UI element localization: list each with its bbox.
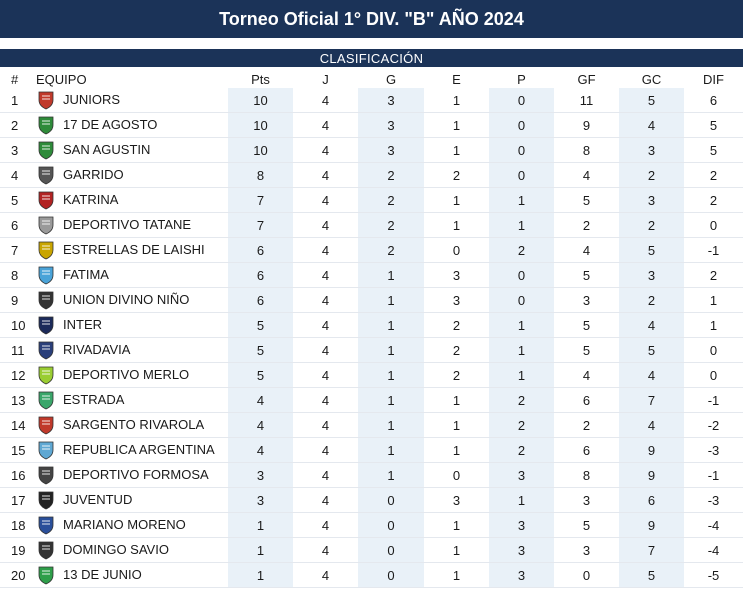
- lost-cell: 0: [489, 88, 554, 113]
- won-cell: 1: [358, 338, 424, 363]
- goals-for-cell: 5: [554, 263, 619, 288]
- won-cell: 3: [358, 113, 424, 138]
- team-wrap: [36, 490, 228, 510]
- table-row: [0, 463, 743, 488]
- fatima-crest-icon: [36, 265, 56, 285]
- team-cell: [36, 338, 228, 363]
- table-row: [0, 213, 743, 238]
- drawn-cell: 1: [424, 563, 489, 588]
- lost-cell: 1: [489, 188, 554, 213]
- won-cell: 0: [358, 513, 424, 538]
- goals-for-cell: 5: [554, 188, 619, 213]
- lost-cell: 3: [489, 513, 554, 538]
- column-header-team: EQUIPO: [36, 71, 87, 87]
- played-cell: 4: [293, 488, 358, 513]
- table-row: [0, 88, 743, 113]
- won-cell: 2: [358, 213, 424, 238]
- goals-against-cell: 5: [619, 563, 684, 588]
- position-cell: 5: [0, 188, 36, 213]
- goals-against-cell: 7: [619, 388, 684, 413]
- team-wrap: [36, 440, 228, 460]
- team-cell: [36, 538, 228, 563]
- san-agustin-crest-icon: [36, 140, 56, 160]
- played-cell: 4: [293, 188, 358, 213]
- table-row: [0, 163, 743, 188]
- lost-cell: 0: [489, 288, 554, 313]
- table-row: [0, 313, 743, 338]
- lost-cell: 0: [489, 113, 554, 138]
- table-row: [0, 563, 743, 588]
- goal-difference-cell: -3: [684, 438, 743, 463]
- deportivo-formosa-crest-icon: [36, 465, 56, 485]
- position-cell: 6: [0, 213, 36, 238]
- inter-crest-icon: [36, 315, 56, 335]
- team-cell: [36, 213, 228, 238]
- table-row: [0, 288, 743, 313]
- table-row: [0, 513, 743, 538]
- won-cell: 0: [358, 488, 424, 513]
- goal-difference-cell: 2: [684, 163, 743, 188]
- position-cell: 17: [0, 488, 36, 513]
- points-cell: 4: [228, 388, 293, 413]
- drawn-cell: 2: [424, 338, 489, 363]
- points-cell: 1: [228, 513, 293, 538]
- points-cell: 6: [228, 288, 293, 313]
- team-cell: [36, 563, 228, 588]
- won-cell: 2: [358, 163, 424, 188]
- goals-for-cell: 6: [554, 388, 619, 413]
- table-row: [0, 138, 743, 163]
- column-header-drawn: E: [452, 71, 461, 87]
- goal-difference-cell: 1: [684, 288, 743, 313]
- lost-cell: 3: [489, 563, 554, 588]
- goals-against-cell: 6: [619, 488, 684, 513]
- standings-table: [0, 70, 743, 588]
- team-wrap: [36, 315, 228, 335]
- position-cell: 16: [0, 463, 36, 488]
- won-cell: 2: [358, 188, 424, 213]
- team-name: RIVADAVIA: [63, 342, 131, 357]
- goals-against-cell: 5: [619, 238, 684, 263]
- team-cell: [36, 488, 228, 513]
- goal-difference-cell: 5: [684, 113, 743, 138]
- team-name: GARRIDO: [63, 167, 124, 182]
- goals-against-cell: 2: [619, 288, 684, 313]
- estrada-crest-icon: [36, 390, 56, 410]
- team-wrap: [36, 565, 228, 585]
- drawn-cell: 1: [424, 113, 489, 138]
- team-cell: [36, 388, 228, 413]
- team-name: INTER: [63, 317, 102, 332]
- team-cell: [36, 138, 228, 163]
- points-cell: 3: [228, 463, 293, 488]
- goals-against-cell: 2: [619, 163, 684, 188]
- drawn-cell: 2: [424, 163, 489, 188]
- goals-against-cell: 3: [619, 263, 684, 288]
- played-cell: 4: [293, 388, 358, 413]
- team-cell: [36, 188, 228, 213]
- goal-difference-cell: 2: [684, 188, 743, 213]
- lost-cell: 1: [489, 313, 554, 338]
- won-cell: 1: [358, 463, 424, 488]
- column-header-position: #: [11, 71, 19, 87]
- lost-cell: 2: [489, 388, 554, 413]
- goal-difference-cell: -4: [684, 538, 743, 563]
- team-name: ESTRELLAS DE LAISHI: [63, 242, 205, 257]
- points-cell: 7: [228, 213, 293, 238]
- won-cell: 0: [358, 563, 424, 588]
- column-header-goal-difference: DIF: [703, 71, 724, 87]
- points-cell: 1: [228, 538, 293, 563]
- lost-cell: 2: [489, 438, 554, 463]
- team-name: REPUBLICA ARGENTINA: [63, 442, 215, 457]
- team-name: KATRINA: [63, 192, 119, 207]
- goals-for-cell: 3: [554, 538, 619, 563]
- team-cell: [36, 113, 228, 138]
- team-wrap: [36, 365, 228, 385]
- position-cell: 1: [0, 88, 36, 113]
- goals-for-cell: 4: [554, 363, 619, 388]
- played-cell: 4: [293, 438, 358, 463]
- drawn-cell: 2: [424, 363, 489, 388]
- table-row: [0, 438, 743, 463]
- goals-against-cell: 4: [619, 313, 684, 338]
- points-cell: 1: [228, 563, 293, 588]
- goals-for-cell: 2: [554, 413, 619, 438]
- estrellas-de-laishi-crest-icon: [36, 240, 56, 260]
- points-cell: 5: [228, 313, 293, 338]
- won-cell: 1: [358, 413, 424, 438]
- table-row: [0, 388, 743, 413]
- juventud-crest-icon: [36, 490, 56, 510]
- position-cell: 8: [0, 263, 36, 288]
- drawn-cell: 1: [424, 88, 489, 113]
- lost-cell: 3: [489, 538, 554, 563]
- team-cell: [36, 363, 228, 388]
- section-label: CLASIFICACIÓN: [319, 50, 424, 66]
- drawn-cell: 1: [424, 438, 489, 463]
- points-cell: 6: [228, 263, 293, 288]
- team-cell: [36, 288, 228, 313]
- section-header: [0, 49, 743, 67]
- goal-difference-cell: 1: [684, 313, 743, 338]
- lost-cell: 0: [489, 163, 554, 188]
- goals-against-cell: 9: [619, 463, 684, 488]
- position-cell: 9: [0, 288, 36, 313]
- played-cell: 4: [293, 363, 358, 388]
- column-header-won: G: [385, 71, 397, 87]
- domingo-savio-crest-icon: [36, 540, 56, 560]
- team-wrap: [36, 265, 228, 285]
- drawn-cell: 1: [424, 513, 489, 538]
- position-cell: 10: [0, 313, 36, 338]
- position-cell: 12: [0, 363, 36, 388]
- team-cell: [36, 263, 228, 288]
- goals-for-cell: 2: [554, 213, 619, 238]
- goal-difference-cell: -4: [684, 513, 743, 538]
- team-name: JUVENTUD: [63, 492, 133, 507]
- team-name: FATIMA: [63, 267, 109, 282]
- goals-for-cell: 11: [554, 88, 619, 113]
- team-name: JUNIORS: [63, 92, 121, 107]
- goals-for-cell: 5: [554, 313, 619, 338]
- goals-against-cell: 3: [619, 188, 684, 213]
- column-header-points: Pts: [251, 71, 270, 87]
- team-wrap: [36, 115, 228, 135]
- position-cell: 4: [0, 163, 36, 188]
- points-cell: 3: [228, 488, 293, 513]
- 13-de-junio-crest-icon: [36, 565, 56, 585]
- team-wrap: [36, 215, 228, 235]
- position-cell: 18: [0, 513, 36, 538]
- points-cell: 5: [228, 338, 293, 363]
- played-cell: 4: [293, 313, 358, 338]
- won-cell: 1: [358, 438, 424, 463]
- goal-difference-cell: 5: [684, 138, 743, 163]
- goal-difference-cell: -1: [684, 463, 743, 488]
- team-wrap: [36, 165, 228, 185]
- points-cell: 8: [228, 163, 293, 188]
- position-cell: 2: [0, 113, 36, 138]
- lost-cell: 1: [489, 338, 554, 363]
- played-cell: 4: [293, 88, 358, 113]
- played-cell: 4: [293, 138, 358, 163]
- garrido-crest-icon: [36, 165, 56, 185]
- drawn-cell: 0: [424, 463, 489, 488]
- team-cell: [36, 88, 228, 113]
- goals-for-cell: 5: [554, 338, 619, 363]
- team-wrap: [36, 515, 228, 535]
- column-header-lost: P: [517, 71, 526, 87]
- goals-against-cell: 3: [619, 138, 684, 163]
- goals-against-cell: 9: [619, 438, 684, 463]
- won-cell: 3: [358, 88, 424, 113]
- points-cell: 4: [228, 438, 293, 463]
- goal-difference-cell: 0: [684, 363, 743, 388]
- column-header-goals-for: GF: [577, 71, 596, 87]
- team-wrap: [36, 290, 228, 310]
- won-cell: 1: [358, 263, 424, 288]
- goal-difference-cell: -5: [684, 563, 743, 588]
- katrina-crest-icon: [36, 190, 56, 210]
- goals-against-cell: 7: [619, 538, 684, 563]
- team-name: DEPORTIVO TATANE: [63, 217, 192, 232]
- deportivo-tatane-crest-icon: [36, 215, 56, 235]
- goals-for-cell: 3: [554, 288, 619, 313]
- standings-body: [0, 88, 743, 588]
- played-cell: 4: [293, 238, 358, 263]
- team-name: SAN AGUSTIN: [63, 142, 151, 157]
- table-row: [0, 113, 743, 138]
- played-cell: 4: [293, 563, 358, 588]
- drawn-cell: 3: [424, 263, 489, 288]
- goals-for-cell: 9: [554, 113, 619, 138]
- table-row: [0, 238, 743, 263]
- points-cell: 10: [228, 138, 293, 163]
- goals-for-cell: 8: [554, 463, 619, 488]
- team-name: SARGENTO RIVAROLA: [63, 417, 205, 432]
- goals-against-cell: 4: [619, 363, 684, 388]
- goal-difference-cell: -1: [684, 238, 743, 263]
- column-header-goals-against: GC: [641, 71, 662, 87]
- won-cell: 1: [358, 388, 424, 413]
- drawn-cell: 1: [424, 188, 489, 213]
- position-cell: 7: [0, 238, 36, 263]
- lost-cell: 1: [489, 363, 554, 388]
- played-cell: 4: [293, 538, 358, 563]
- title-text: Torneo Oficial 1° DIV. "B" AÑO 2024: [219, 8, 524, 29]
- position-cell: 13: [0, 388, 36, 413]
- drawn-cell: 3: [424, 488, 489, 513]
- won-cell: 0: [358, 538, 424, 563]
- played-cell: 4: [293, 463, 358, 488]
- drawn-cell: 0: [424, 238, 489, 263]
- page-title: [0, 0, 743, 38]
- table-row: [0, 338, 743, 363]
- team-cell: [36, 463, 228, 488]
- table-row: [0, 363, 743, 388]
- drawn-cell: 3: [424, 288, 489, 313]
- team-wrap: [36, 240, 228, 260]
- goals-for-cell: 4: [554, 163, 619, 188]
- position-cell: 14: [0, 413, 36, 438]
- table-row: [0, 413, 743, 438]
- points-cell: 4: [228, 413, 293, 438]
- lost-cell: 2: [489, 413, 554, 438]
- deportivo-merlo-crest-icon: [36, 365, 56, 385]
- team-wrap: [36, 465, 228, 485]
- lost-cell: 0: [489, 263, 554, 288]
- team-name: DEPORTIVO FORMOSA: [63, 467, 209, 482]
- team-name: 13 DE JUNIO: [63, 567, 142, 582]
- played-cell: 4: [293, 513, 358, 538]
- table-row: [0, 538, 743, 563]
- goals-for-cell: 4: [554, 238, 619, 263]
- goal-difference-cell: 0: [684, 213, 743, 238]
- drawn-cell: 1: [424, 413, 489, 438]
- goal-difference-cell: 6: [684, 88, 743, 113]
- team-wrap: [36, 90, 228, 110]
- team-name: DEPORTIVO MERLO: [63, 367, 190, 382]
- won-cell: 3: [358, 138, 424, 163]
- team-name: 17 DE AGOSTO: [63, 117, 158, 132]
- mariano-moreno-crest-icon: [36, 515, 56, 535]
- lost-cell: 1: [489, 213, 554, 238]
- goals-for-cell: 0: [554, 563, 619, 588]
- points-cell: 5: [228, 363, 293, 388]
- union-divino-nino-crest-icon: [36, 290, 56, 310]
- juniors-crest-icon: [36, 90, 56, 110]
- goals-against-cell: 5: [619, 338, 684, 363]
- goals-for-cell: 5: [554, 513, 619, 538]
- won-cell: 1: [358, 313, 424, 338]
- team-name: MARIANO MORENO: [63, 517, 186, 532]
- rivadavia-crest-icon: [36, 340, 56, 360]
- team-cell: [36, 238, 228, 263]
- goal-difference-cell: 0: [684, 338, 743, 363]
- team-name: UNION DIVINO NIÑO: [63, 292, 190, 307]
- points-cell: 7: [228, 188, 293, 213]
- column-header-played: J: [322, 71, 329, 87]
- played-cell: 4: [293, 163, 358, 188]
- lost-cell: 3: [489, 463, 554, 488]
- table-row: [0, 263, 743, 288]
- lost-cell: 0: [489, 138, 554, 163]
- lost-cell: 2: [489, 238, 554, 263]
- team-cell: [36, 413, 228, 438]
- team-wrap: [36, 540, 228, 560]
- team-cell: [36, 513, 228, 538]
- goals-against-cell: 4: [619, 413, 684, 438]
- goals-for-cell: 6: [554, 438, 619, 463]
- position-cell: 11: [0, 338, 36, 363]
- played-cell: 4: [293, 113, 358, 138]
- points-cell: 6: [228, 238, 293, 263]
- position-cell: 15: [0, 438, 36, 463]
- goals-for-cell: 3: [554, 488, 619, 513]
- goal-difference-cell: -1: [684, 388, 743, 413]
- played-cell: 4: [293, 413, 358, 438]
- team-wrap: [36, 140, 228, 160]
- goals-for-cell: 8: [554, 138, 619, 163]
- drawn-cell: 1: [424, 138, 489, 163]
- goal-difference-cell: 2: [684, 263, 743, 288]
- drawn-cell: 1: [424, 213, 489, 238]
- team-wrap: [36, 415, 228, 435]
- goal-difference-cell: -3: [684, 488, 743, 513]
- title-gap: [0, 38, 743, 49]
- table-header-row: [0, 70, 743, 88]
- goal-difference-cell: -2: [684, 413, 743, 438]
- won-cell: 1: [358, 288, 424, 313]
- played-cell: 4: [293, 213, 358, 238]
- republica-argentina-crest-icon: [36, 440, 56, 460]
- team-name: ESTRADA: [63, 392, 125, 407]
- won-cell: 2: [358, 238, 424, 263]
- points-cell: 10: [228, 88, 293, 113]
- points-cell: 10: [228, 113, 293, 138]
- position-cell: 3: [0, 138, 36, 163]
- team-cell: [36, 438, 228, 463]
- goals-against-cell: 5: [619, 88, 684, 113]
- table-row: [0, 188, 743, 213]
- drawn-cell: 1: [424, 538, 489, 563]
- team-wrap: [36, 340, 228, 360]
- position-cell: 20: [0, 563, 36, 588]
- drawn-cell: 2: [424, 313, 489, 338]
- lost-cell: 1: [489, 488, 554, 513]
- goals-against-cell: 4: [619, 113, 684, 138]
- team-wrap: [36, 390, 228, 410]
- goals-against-cell: 2: [619, 213, 684, 238]
- played-cell: 4: [293, 263, 358, 288]
- team-wrap: [36, 190, 228, 210]
- position-cell: 19: [0, 538, 36, 563]
- played-cell: 4: [293, 288, 358, 313]
- goals-against-cell: 9: [619, 513, 684, 538]
- 17-de-agosto-crest-icon: [36, 115, 56, 135]
- team-name: DOMINGO SAVIO: [63, 542, 169, 557]
- drawn-cell: 1: [424, 388, 489, 413]
- team-cell: [36, 163, 228, 188]
- team-cell: [36, 313, 228, 338]
- won-cell: 1: [358, 363, 424, 388]
- table-row: [0, 488, 743, 513]
- played-cell: 4: [293, 338, 358, 363]
- sargento-rivarola-crest-icon: [36, 415, 56, 435]
